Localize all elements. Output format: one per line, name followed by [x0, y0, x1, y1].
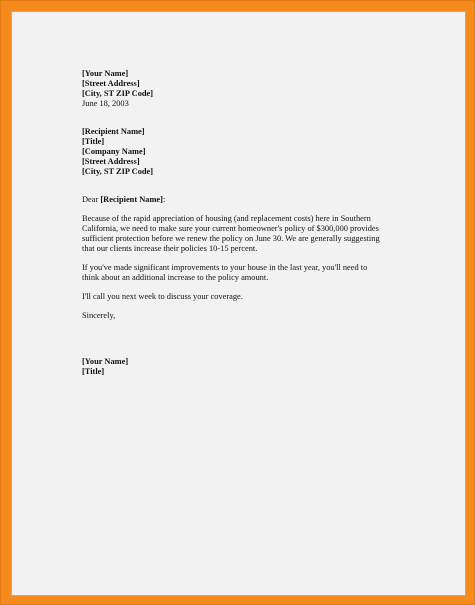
- paragraph-3: [82, 292, 397, 302]
- paragraph-line: If you've made significant improvements to your house in the last year, you'll need to: [82, 263, 368, 272]
- sender-city: [City, ST ZIP Code]: [82, 89, 154, 98]
- paragraph-line: Because of the rapid appreciation of housing (and replacement costs) here in Southern: [82, 214, 371, 223]
- closing-text: Sincerely,: [82, 311, 116, 320]
- sender-street: [Street Address]: [82, 79, 140, 88]
- paragraph-line: I'll call you next week to discuss your coverage.: [82, 292, 243, 301]
- closing: [82, 311, 402, 321]
- salutation-suffix: :: [162, 195, 166, 204]
- signature-name: [Your Name]: [82, 357, 129, 366]
- sender-block: [82, 69, 402, 109]
- spacer: [82, 283, 402, 292]
- recipient-city: [City, ST ZIP Code]: [82, 167, 154, 176]
- spacer: [82, 254, 402, 263]
- letter-date: June 18, 2003: [82, 99, 129, 108]
- paragraph-2: [82, 263, 397, 283]
- recipient-company: [Company Name]: [82, 147, 146, 156]
- paragraph-1: [82, 214, 397, 254]
- letter-body: [82, 69, 402, 377]
- signature-block: [82, 357, 402, 377]
- recipient-name: [Recipient Name]: [82, 127, 145, 136]
- sender-name: [Your Name]: [82, 69, 129, 78]
- spacer: [82, 109, 402, 127]
- spacer: [82, 205, 402, 214]
- spacer: [82, 177, 402, 195]
- salutation: [82, 195, 402, 205]
- recipient-block: [82, 127, 402, 177]
- signature-space: [82, 321, 402, 357]
- salutation-prefix: Dear: [82, 195, 101, 204]
- paragraph-line: California, we need to make sure your current homeowner's policy of $300,000 provides: [82, 224, 379, 233]
- document-page: [11, 11, 466, 596]
- spacer: [82, 302, 402, 311]
- paragraph-line: sufficient protection before we renew the policy on June 30. We are generally suggesting: [82, 234, 380, 243]
- signature-title: [Title]: [82, 367, 105, 376]
- paragraph-line: that our clients increase their policies 10-15 percent.: [82, 244, 258, 253]
- paragraph-line: think about an additional increase to the policy amount.: [82, 273, 269, 282]
- recipient-street: [Street Address]: [82, 157, 140, 166]
- recipient-title: [Title]: [82, 137, 105, 146]
- salutation-name: [Recipient Name]: [100, 195, 163, 204]
